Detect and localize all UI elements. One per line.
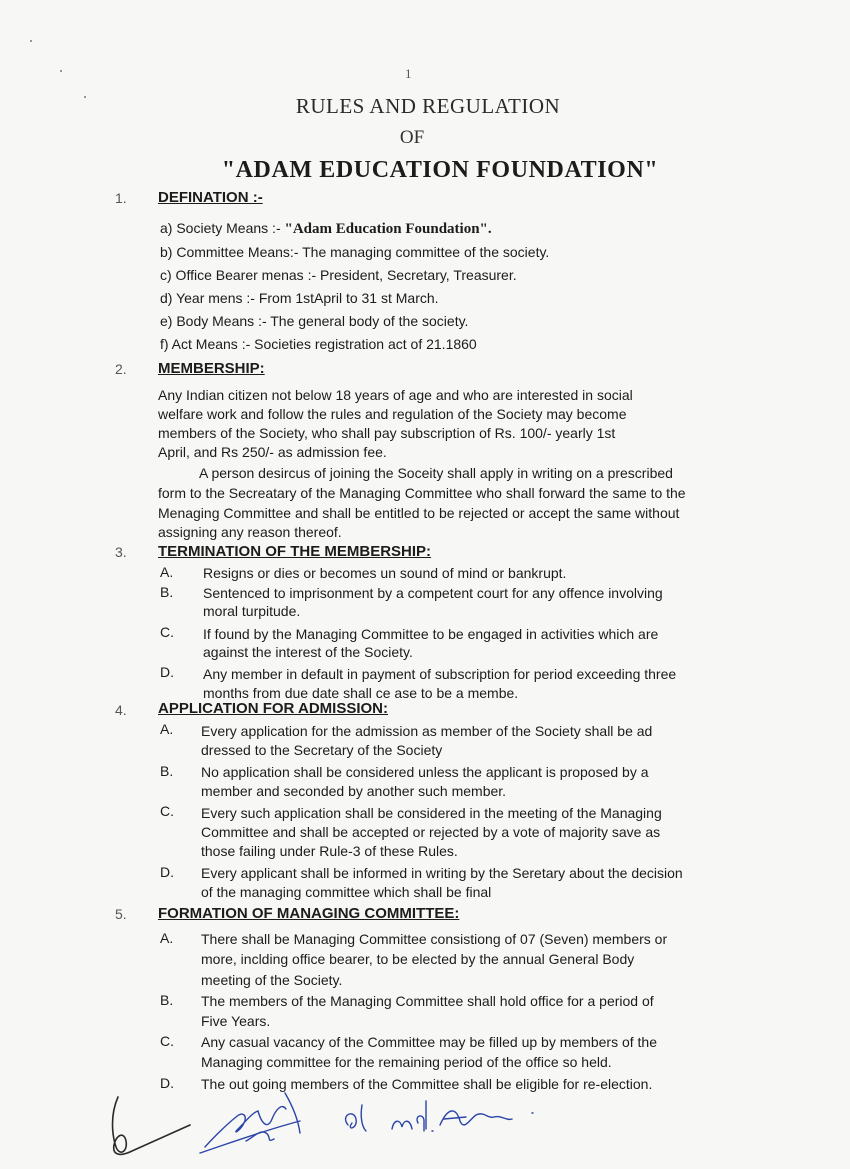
termination-a: Resigns or dies or becomes un sound of mind or bankrupt. bbox=[203, 565, 567, 581]
formation-c-cont: Managing committee for the remaining period of the office so held. bbox=[201, 1054, 612, 1070]
section-number: 1. bbox=[115, 190, 127, 206]
item-letter: D. bbox=[160, 664, 174, 680]
formation-c: Any casual vacancy of the Committee may be filled up by members of the bbox=[201, 1034, 657, 1050]
item-letter: A. bbox=[160, 930, 174, 946]
admission-d: Every applicant shall be informed in writing by the Seretary about the decision bbox=[201, 865, 683, 881]
definition-e: e) Body Means :- The general body of the society. bbox=[160, 313, 469, 329]
item-letter: B. bbox=[160, 763, 174, 779]
definition-c: c) Office Bearer menas :- President, Secretary, Treasurer. bbox=[160, 267, 517, 283]
item-letter: C. bbox=[160, 1033, 174, 1049]
definition-f: f) Act Means :- Societies registration act of 21.1860 bbox=[160, 336, 477, 352]
admission-a-cont: dressed to the Secretary of the Society bbox=[201, 742, 443, 758]
page-number: 1 bbox=[405, 66, 412, 81]
item-letter: D. bbox=[160, 864, 174, 880]
formation-a-cont: meeting of the Society. bbox=[201, 972, 343, 988]
formation-a-cont: more, inclding office bearer, to be elected by the annual General Body bbox=[201, 951, 635, 967]
termination-c: If found by the Managing Committee to be engaged in activities which are bbox=[203, 626, 659, 642]
section-heading-definition: DEFINATION :- bbox=[158, 189, 263, 206]
admission-c-cont: those failing under Rule-3 of these Rules. bbox=[201, 843, 458, 859]
signature-right-icon bbox=[346, 1101, 533, 1131]
section-heading-admission: APPLICATION FOR ADMISSION: bbox=[158, 700, 388, 717]
termination-d-cont: months from due date shall ce ase to be a membe. bbox=[203, 685, 519, 701]
membership-para2-line: Menaging Committee and shall be entitled to be rejected or accept the same without bbox=[158, 505, 680, 521]
speck bbox=[30, 40, 32, 42]
definition-d: d) Year mens :- From 1stApril to 31 st March. bbox=[160, 290, 439, 306]
membership-para2-line: A person desircus of joining the Soceity shall apply in writing on a prescribed bbox=[199, 465, 673, 481]
foundation-name: "ADAM EDUCATION FOUNDATION" bbox=[221, 157, 659, 183]
section-number: 2. bbox=[115, 361, 127, 377]
termination-b-cont: moral turpitude. bbox=[203, 603, 301, 619]
item-letter: B. bbox=[160, 584, 174, 600]
item-letter: B. bbox=[160, 992, 174, 1008]
signature-center-icon bbox=[200, 1093, 300, 1153]
title-of: OF bbox=[399, 127, 425, 148]
item-letter: C. bbox=[160, 624, 174, 640]
admission-b-cont: member and seconded by another such member. bbox=[201, 783, 507, 799]
section-heading-formation: FORMATION OF MANAGING COMMITTEE: bbox=[158, 905, 460, 922]
admission-b: No application shall be considered unless the applicant is proposed by a bbox=[201, 764, 649, 780]
membership-para1-line: Any Indian citizen not below 18 years of age and who are interested in social bbox=[158, 387, 633, 403]
formation-a: There shall be Managing Committee consistiong of 07 (Seven) members or bbox=[201, 931, 668, 947]
membership-para1-line: members of the Society, who shall pay subscription of Rs. 100/- yearly 1st bbox=[158, 425, 616, 441]
section-number: 3. bbox=[115, 544, 127, 560]
item-letter: A. bbox=[160, 721, 174, 737]
membership-para1-line: April, and Rs 250/- as admission fee. bbox=[158, 444, 387, 460]
termination-c-cont: against the interest of the Society. bbox=[203, 644, 413, 660]
membership-para2-line: assigning any reason thereof. bbox=[158, 524, 342, 540]
section-number: 4. bbox=[115, 702, 127, 718]
admission-c: Every such application shall be considered in the meeting of the Managing bbox=[201, 805, 662, 821]
termination-b: Sentenced to imprisonment by a competent court for any offence involving bbox=[203, 585, 663, 601]
item-letter: C. bbox=[160, 803, 174, 819]
formation-d: The out going members of the Committee shall be eligible for re-election. bbox=[201, 1076, 653, 1092]
item-letter: A. bbox=[160, 564, 174, 580]
formation-b: The members of the Managing Committee shall hold office for a period of bbox=[201, 993, 654, 1009]
signature-left-icon bbox=[113, 1097, 191, 1154]
formation-b-cont: Five Years. bbox=[201, 1013, 271, 1029]
admission-c-cont: Committee and shall be accepted or rejected by a vote of majority save as bbox=[201, 824, 661, 840]
admission-d-cont: of the managing committee which shall be final bbox=[201, 884, 492, 900]
membership-para2-line: form to the Secreatary of the Managing Committee who shall forward the same to the bbox=[158, 485, 686, 501]
termination-d: Any member in default in payment of subscription for period exceeding three bbox=[203, 666, 677, 682]
admission-a: Every application for the admission as member of the Society shall be ad bbox=[201, 723, 653, 739]
definition-a bbox=[160, 220, 492, 237]
item-letter: D. bbox=[160, 1075, 174, 1091]
speck bbox=[60, 70, 62, 72]
definition-a-label: a) Society Means :- bbox=[160, 220, 285, 236]
document-title: RULES AND REGULATION bbox=[295, 94, 561, 118]
section-number: 5. bbox=[115, 906, 127, 922]
membership-para1-line: welfare work and follow the rules and regulation of the Society may become bbox=[158, 406, 627, 422]
definition-a-name: "Adam Education Foundation". bbox=[284, 221, 492, 237]
signatures bbox=[0, 1085, 850, 1169]
section-heading-termination: TERMINATION OF THE MEMBERSHIP: bbox=[158, 543, 432, 560]
section-heading-membership: MEMBERSHIP: bbox=[158, 360, 265, 377]
definition-b: b) Committee Means:- The managing committee of the society. bbox=[160, 244, 550, 260]
